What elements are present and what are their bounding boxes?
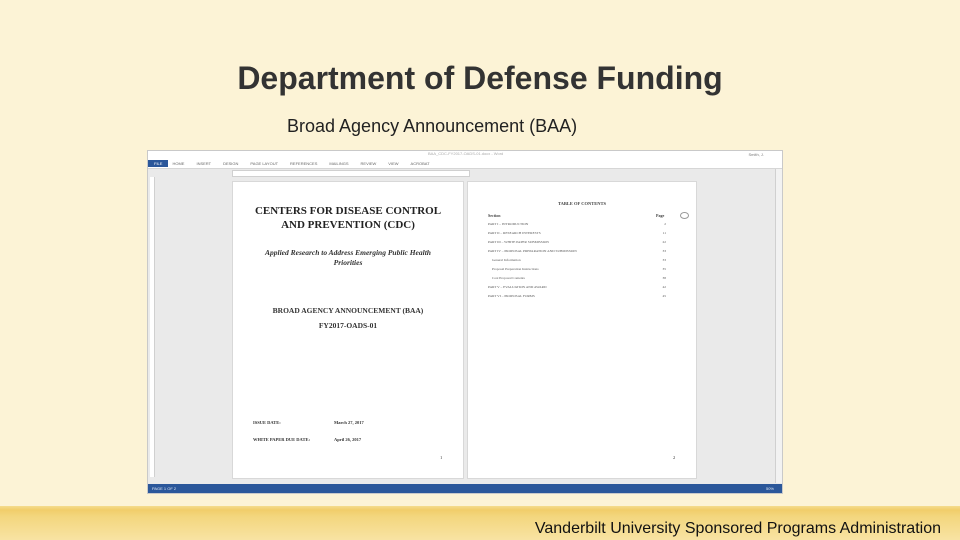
page2-number: 2 [673,455,676,460]
tab-home[interactable]: HOME [172,161,185,166]
toc-entry-text: PART V – EVALUATION AND AWARD [488,285,547,289]
word-window-screenshot [147,150,783,494]
toc-section-label: Section [488,213,501,218]
issue-date-value: March 27, 2017 [334,420,364,425]
page-count-status[interactable]: PAGE 1 OF 2 [152,486,177,491]
tab-acrobat[interactable]: ACROBAT [410,161,430,166]
toc-row [488,294,666,300]
toc-heading: TABLE OF CONTENTS [557,201,606,206]
tab-references[interactable]: REFERENCES [290,161,318,166]
tab-file[interactable]: FILE [148,160,168,167]
status-bar [148,484,782,493]
toc-entry-text: PART I – INTRODUCTION [488,222,529,226]
toc-row [488,231,666,237]
page1-baa-block [233,303,463,333]
page1-title [233,204,463,232]
toc-entry-page: 2 [664,222,666,226]
toc-entry-text: Proposal Preparation Instructions [492,267,539,271]
toc-entry-text: PART IV – PROPOSAL PREPARATION AND SUBMISSION [488,249,577,253]
toc-entry-text: PART III – WHITE PAPER SUBMISSION [488,240,549,244]
vertical-scrollbar[interactable] [775,169,782,483]
toc-entry-text: PART II – RESEARCH INTERESTS [488,231,541,235]
page1-italic-line2: Priorities [333,258,363,267]
comment-icon[interactable] [680,212,689,219]
toc-row [492,276,666,282]
toc-row [488,285,666,291]
due-date-label: WHITE PAPER DUE DATE: [253,437,310,442]
toc-entry-page: 11 [662,231,666,235]
toc-entry-page: 38 [662,276,666,280]
page1-title-line1: CENTERS FOR DISEASE CONTROL [254,205,442,217]
toc-entry-page: 22 [662,240,666,244]
toc-entry-page: 35 [662,267,666,271]
toc-row [492,258,666,264]
document-title: BAA_CDC-FY2017-OADS-01.docx - Word [428,151,504,156]
toc-entry-text: Cost Proposal Contents [492,276,525,280]
tab-mailings[interactable]: MAILINGS [329,161,349,166]
horizontal-ruler[interactable] [232,170,470,177]
zoom-level[interactable]: 50% [765,486,774,491]
toc-row [488,222,666,228]
tab-page-layout[interactable]: PAGE LAYOUT [250,161,279,166]
document-page-1[interactable] [232,181,464,479]
page1-number: 1 [440,455,443,460]
page1-italic-line1: Applied Research to Address Emerging Public Health [265,248,431,257]
page1-program-title [233,248,463,268]
toc-row [488,240,666,246]
page1-baa-line1: BROAD AGENCY ANNOUNCEMENT (BAA) [272,306,424,315]
slide-title: Department of Defense Funding [237,60,723,96]
toc-entry-page: 33 [662,258,666,262]
toc-entry-page: 33 [662,249,666,253]
toc-row [488,249,666,255]
toc-page-label: Page [656,213,665,218]
ribbon-tabs [148,159,782,169]
tab-insert[interactable]: INSERT [196,161,212,166]
page1-baa-line2: FY2017-OADS-01 [318,321,378,330]
toc-row [492,267,666,273]
vertical-ruler[interactable] [150,177,155,477]
slide-subtitle: Broad Agency Announcement (BAA) [287,116,578,136]
toc-entry-text: PART VI – PROPOSAL FORMS [488,294,535,298]
user-name: Smith, J. [748,152,764,157]
toc-entry-text: General Information [492,258,521,262]
title-bar [148,151,782,159]
tab-review[interactable]: REVIEW [360,161,377,166]
tab-view[interactable]: VIEW [388,161,399,166]
toc-entry-page: 42 [662,285,666,289]
page1-title-line2: AND PREVENTION (CDC) [281,219,415,231]
footer-text: Vanderbilt University Sponsored Programs Administration [534,520,941,537]
toc-entry-page: 45 [662,294,666,298]
tab-design[interactable]: DESIGN [223,161,239,166]
issue-date-label: ISSUE DATE: [253,420,281,425]
due-date-value: April 26, 2017 [334,437,362,442]
document-page-2[interactable] [467,181,697,479]
